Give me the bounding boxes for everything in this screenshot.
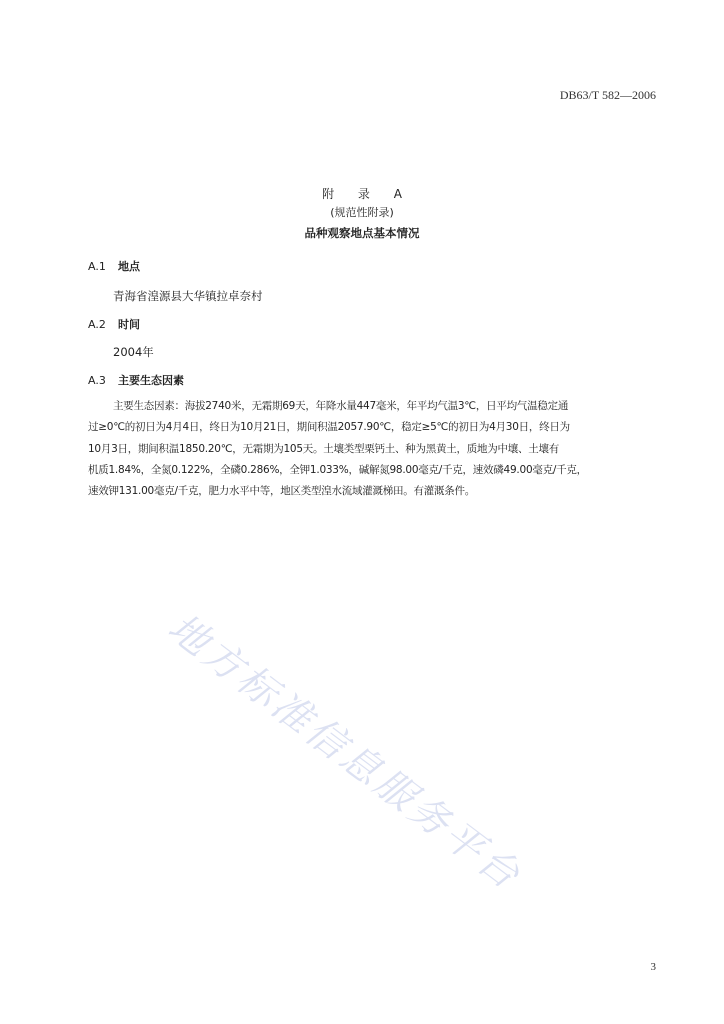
section-number: A.3 [88, 374, 106, 387]
section-title: 地点 [118, 260, 140, 273]
section-heading-a1 [88, 258, 140, 274]
appendix-title: 附 录 A [322, 187, 412, 201]
appendix-subject: 品种观察地点基本情况 [304, 226, 420, 240]
section-number: A.2 [88, 318, 106, 331]
section-title: 时间 [118, 318, 140, 331]
paragraph-line: 过≥0℃的初日为4月4日，终日为10月21日，期间积温2057.90℃，稳定≥5℃的初日为4月30日，终日为 [88, 421, 570, 434]
section-body-time: 2004年 [113, 345, 154, 359]
appendix-type: (规范性附录) [330, 206, 394, 219]
page-number: 3 [650, 961, 656, 973]
watermark: 地方标准信息服务平台 [159, 605, 531, 900]
paragraph-line: 速效钾131.00毫克/千克，肥力水平中等，地区类型湟水流域灌溉梯田。有灌溉条件。 [88, 485, 476, 498]
section-heading-a3 [88, 372, 184, 388]
section-number: A.1 [88, 260, 106, 273]
section-heading-a2 [88, 316, 140, 332]
paragraph-line: 10月3日，期间积温1850.20℃，无霜期为105天。土壤类型栗钙土、种为黑黄土，质地为中壤、土壤有 [88, 442, 560, 455]
ecological-factors-paragraph [88, 396, 658, 502]
section-body-location: 青海省湟源县大华镇拉卓奈村 [113, 289, 263, 303]
section-title: 主要生态因素 [118, 374, 184, 387]
document-number: DB63/T 582—2006 [559, 88, 656, 102]
paragraph-line: 机质1.84%，全氮0.122%，全磷0.286%，全钾1.033%，碱解氮98.00毫克/千克，速效磷49.00毫克/千克， [88, 463, 587, 476]
paragraph-line: 主要生态因素：海拔2740米，无霜期69天，年降水量447毫米，年平均气温3℃，日平均气温稳定通 [113, 400, 569, 412]
appendix-header [0, 186, 724, 241]
